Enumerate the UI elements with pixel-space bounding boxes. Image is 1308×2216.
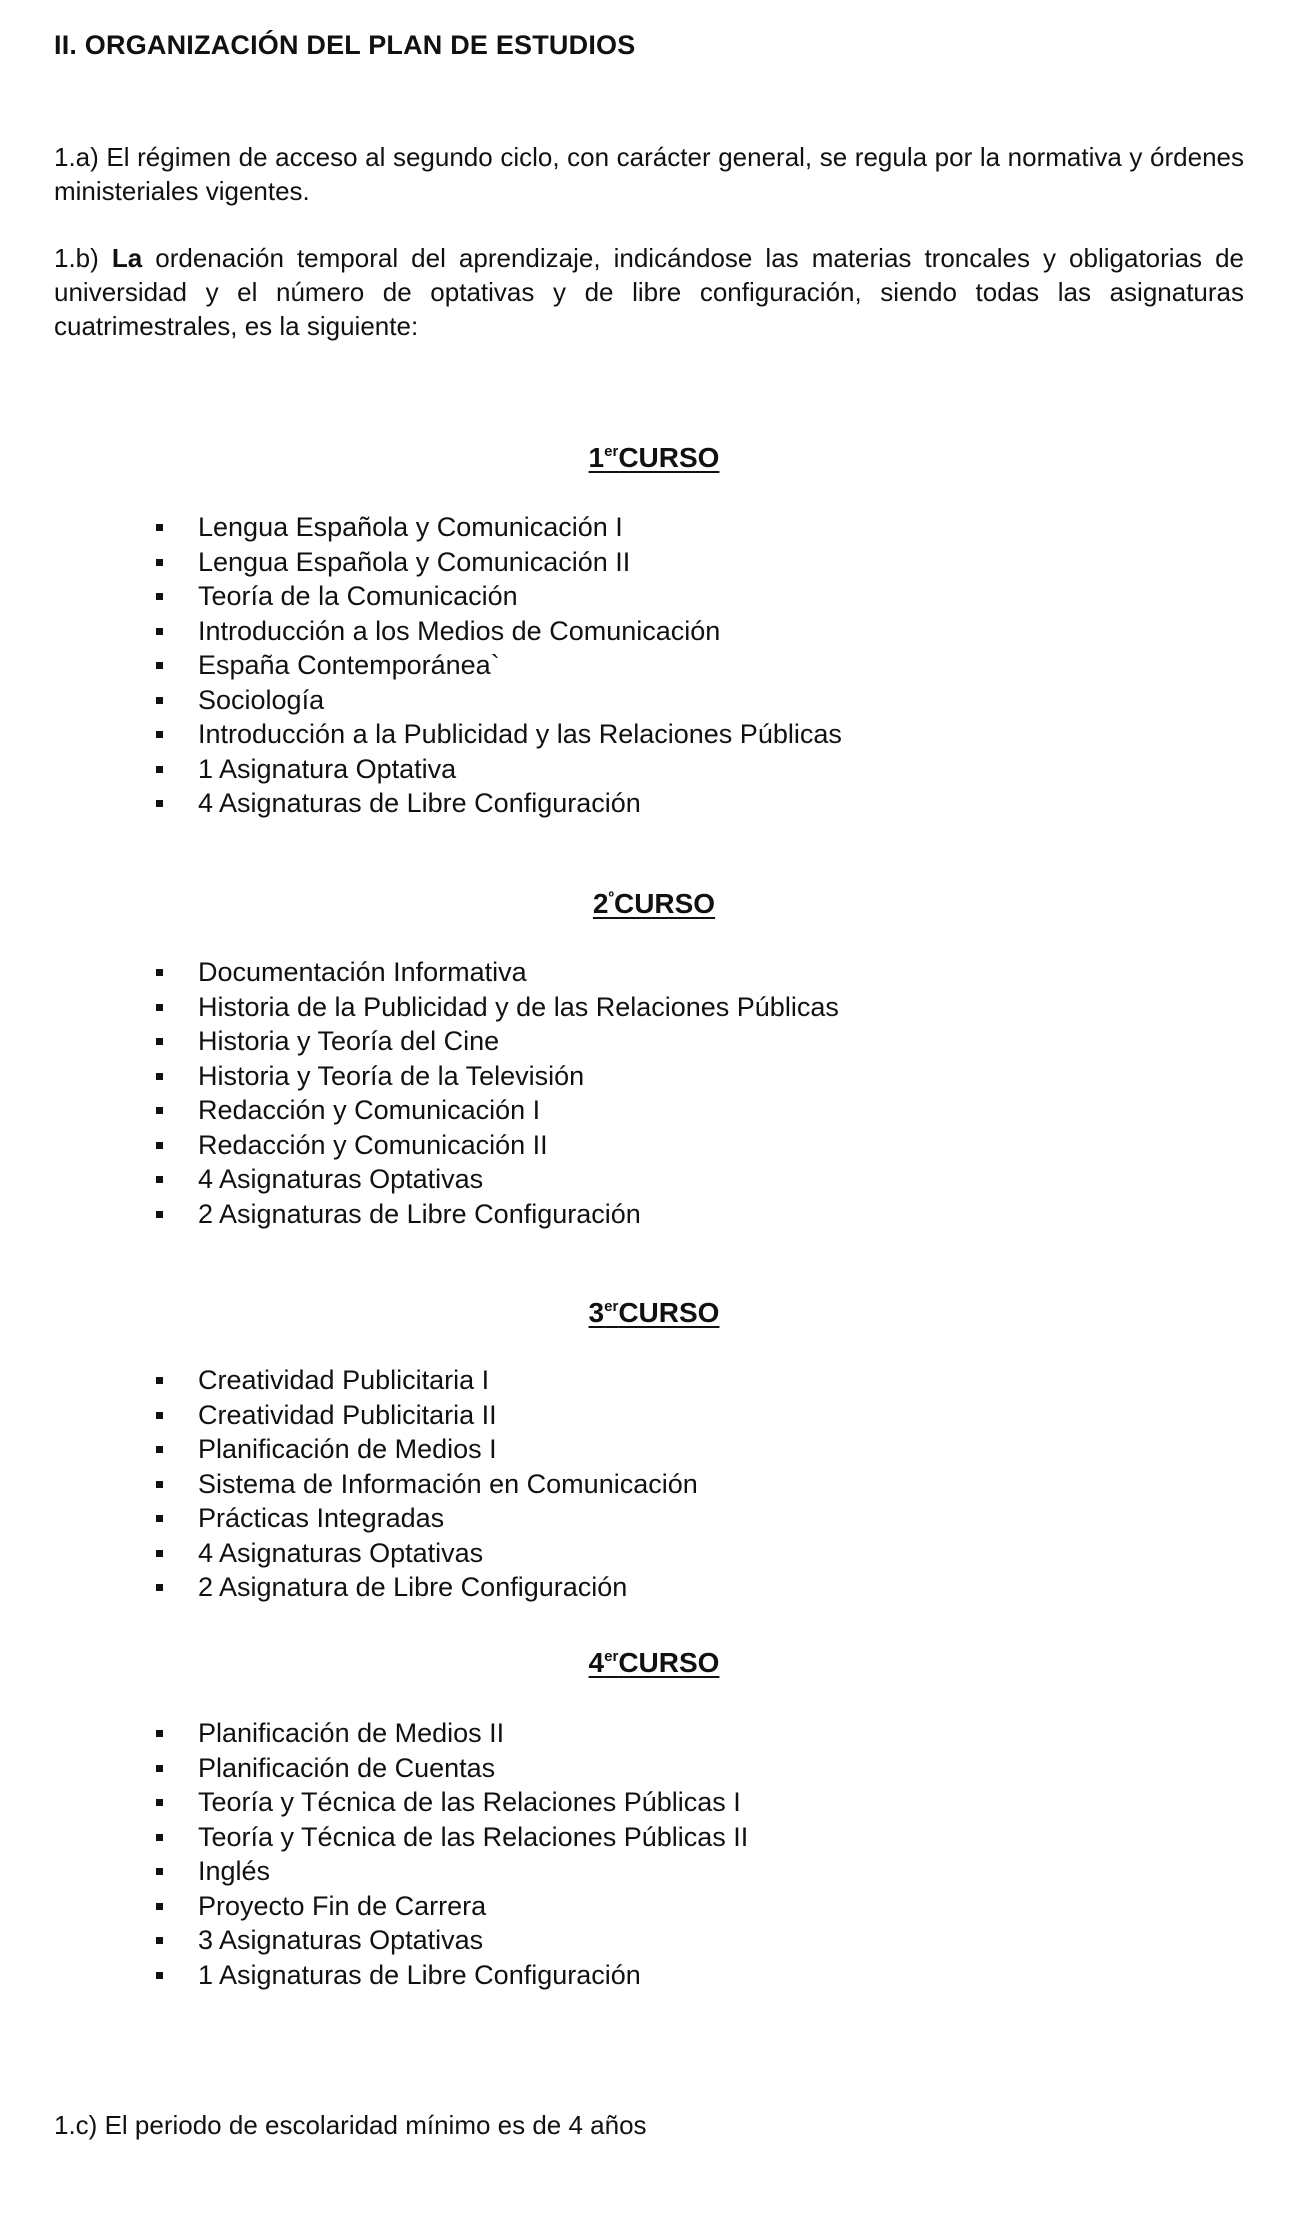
course-ordinal: er <box>604 1298 619 1315</box>
bullet-icon <box>156 1584 163 1591</box>
bullet-icon <box>156 1211 163 1218</box>
bullet-icon <box>156 969 163 976</box>
bullet-icon <box>156 1834 163 1841</box>
subject-item: 4 Asignaturas Optativas <box>148 1162 839 1197</box>
subject-item: Documentación Informativa <box>148 955 839 990</box>
section-heading: II. ORGANIZACIÓN DEL PLAN DE ESTUDIOS <box>54 30 636 60</box>
subject-item: 2 Asignaturas de Libre Configuración <box>148 1197 839 1232</box>
subject-item: Redacción y Comunicación II <box>148 1128 839 1163</box>
bullet-icon <box>156 1799 163 1806</box>
subject-item: Sociología <box>148 683 842 718</box>
subject-item: Planificación de Medios II <box>148 1716 748 1751</box>
course-label: CURSO <box>618 442 720 473</box>
course-number: 2 <box>592 888 609 919</box>
paragraph-1b-lead: La <box>111 243 143 273</box>
subject-item: Sistema de Información en Comunicación <box>148 1467 698 1502</box>
bullet-icon <box>156 1903 163 1910</box>
course-4-title <box>0 1647 1308 1679</box>
subject-item: Lengua Española y Comunicación I <box>148 510 842 545</box>
subject-item: Proyecto Fin de Carrera <box>148 1889 748 1924</box>
course-1-title <box>0 442 1308 474</box>
subject-item: Planificación de Cuentas <box>148 1751 748 1786</box>
subject-item: Planificación de Medios I <box>148 1432 698 1467</box>
course-ordinal: º <box>608 889 614 906</box>
bullet-icon <box>156 628 163 635</box>
course-ordinal: er <box>604 443 619 460</box>
course-3-title <box>0 1297 1308 1329</box>
bullet-icon <box>156 593 163 600</box>
paragraph-1c: 1.c) El periodo de escolaridad mínimo es de 4 años <box>54 2110 647 2140</box>
bullet-icon <box>156 1481 163 1488</box>
bullet-icon <box>156 1412 163 1419</box>
bullet-icon <box>156 1377 163 1384</box>
subject-item: Inglés <box>148 1854 748 1889</box>
course-1-subject-list <box>148 510 842 821</box>
bullet-icon <box>156 800 163 807</box>
subject-item: Historia y Teoría del Cine <box>148 1024 839 1059</box>
bullet-icon <box>156 766 163 773</box>
bullet-icon <box>156 1868 163 1875</box>
subject-item: Lengua Española y Comunicación II <box>148 545 842 580</box>
bullet-icon <box>156 1446 163 1453</box>
subject-item: Introducción a los Medios de Comunicación <box>148 614 842 649</box>
bullet-icon <box>156 559 163 566</box>
bullet-icon <box>156 662 163 669</box>
bullet-icon <box>156 731 163 738</box>
paragraph-1b <box>54 241 1244 343</box>
subject-item: 4 Asignaturas de Libre Configuración <box>148 786 842 821</box>
subject-item: 4 Asignaturas Optativas <box>148 1536 698 1571</box>
subject-item: Historia y Teoría de la Televisión <box>148 1059 839 1094</box>
bullet-icon <box>156 1730 163 1737</box>
course-number: 1 <box>588 442 605 473</box>
bullet-icon <box>156 1142 163 1149</box>
bullet-icon <box>156 1937 163 1944</box>
subject-item: Creatividad Publicitaria II <box>148 1398 698 1433</box>
subject-item: Teoría y Técnica de las Relaciones Públicas II <box>148 1820 748 1855</box>
subject-item: Prácticas Integradas <box>148 1501 698 1536</box>
subject-item: Teoría y Técnica de las Relaciones Públicas I <box>148 1785 748 1820</box>
course-label: CURSO <box>613 888 716 919</box>
paragraph-1b-text: ordenación temporal del aprendizaje, indicándose las materias troncales y obligatorias de universidad y el número de optativas y de libre configuración, siendo todas las asignaturas cuatrimestrales, es la siguiente: <box>54 243 1244 341</box>
bullet-icon <box>156 1176 163 1183</box>
course-number: 4 <box>588 1647 605 1678</box>
course-2-subject-list <box>148 955 839 1231</box>
subject-item: Creatividad Publicitaria I <box>148 1363 698 1398</box>
bullet-icon <box>156 1765 163 1772</box>
course-4-subject-list <box>148 1716 748 1992</box>
bullet-icon <box>156 1972 163 1979</box>
bullet-icon <box>156 1038 163 1045</box>
course-3-subject-list <box>148 1363 698 1605</box>
bullet-icon <box>156 1107 163 1114</box>
subject-item: 1 Asignaturas de Libre Configuración <box>148 1958 748 1993</box>
bullet-icon <box>156 524 163 531</box>
subject-item: Historia de la Publicidad y de las Relaciones Públicas <box>148 990 839 1025</box>
subject-item: Redacción y Comunicación I <box>148 1093 839 1128</box>
course-number: 3 <box>588 1297 605 1328</box>
subject-item: 2 Asignatura de Libre Configuración <box>148 1570 698 1605</box>
bullet-icon <box>156 1073 163 1080</box>
paragraph-1b-prefix: 1.b) <box>54 243 112 273</box>
course-2-title <box>0 888 1308 920</box>
subject-item: 1 Asignatura Optativa <box>148 752 842 787</box>
course-label: CURSO <box>618 1297 720 1328</box>
bullet-icon <box>156 1550 163 1557</box>
course-label: CURSO <box>618 1647 720 1678</box>
subject-item: España Contemporánea` <box>148 648 842 683</box>
subject-item: Teoría de la Comunicación <box>148 579 842 614</box>
bullet-icon <box>156 1004 163 1011</box>
bullet-icon <box>156 697 163 704</box>
bullet-icon <box>156 1515 163 1522</box>
subject-item: Introducción a la Publicidad y las Relaciones Públicas <box>148 717 842 752</box>
paragraph-1a: 1.a) El régimen de acceso al segundo ciclo, con carácter general, se regula por la normativa y órdenes ministeriales vigentes. <box>54 142 1244 206</box>
course-ordinal: er <box>604 1648 619 1665</box>
subject-item: 3 Asignaturas Optativas <box>148 1923 748 1958</box>
